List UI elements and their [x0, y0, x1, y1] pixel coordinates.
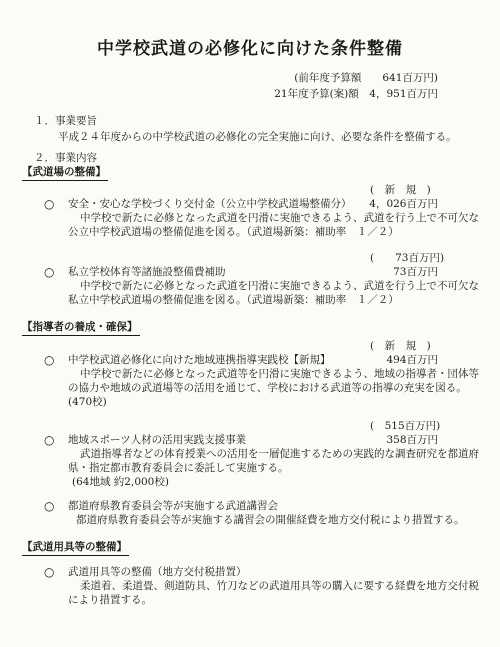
item-desc-line: 中学校で新たに必修となった武道を円滑に実施できるよう、武道を行う上で不可欠な: [80, 280, 479, 292]
group-label-instructors: 【指導者の養成・確保】: [22, 321, 140, 336]
group-label-equipment: 【武道用具等の整備】: [22, 541, 129, 556]
item-title: 安全・安心な学校づくり交付金（公立中学校武道場整備分）: [68, 198, 352, 210]
item-title: 中学校武道必修化に向けた地域連携指導実践校【新規】: [68, 354, 331, 366]
item-title: 武道用具等の整備（地方交付税措置）: [68, 566, 247, 578]
bullet-icon: ○: [44, 433, 55, 447]
bullet-icon: ○: [44, 265, 55, 279]
document-title: 中学校武道の必修化に向けた条件整備: [97, 39, 403, 59]
item-amount: 358百万円: [386, 434, 438, 446]
item-amount: 4，026百万円: [369, 198, 438, 210]
item-desc-line: (64地域 約2,000校): [72, 476, 169, 488]
section1-heading: １．事業要旨: [34, 115, 97, 127]
budget-current: 21年度予算(案)額 4，951百万円: [274, 88, 438, 100]
group-label-dojo: 【武道場の整備】: [22, 166, 108, 181]
bullet-icon: ○: [44, 353, 55, 367]
item-desc-line: 私立中学校武道場の整備促進を図る。（武道場新築：補助率 １／２）: [68, 294, 399, 306]
item-title: 都道府県教育委員会等が実施する武道講習会: [68, 500, 278, 512]
item-desc-line: 武道指導者などの体育授業への活用を一層促進するための実践的な調査研究を都道府: [80, 448, 479, 460]
bullet-icon: ○: [44, 499, 55, 513]
item-desc-line: により措置する。: [68, 594, 152, 606]
item-title: 地域スポーツ人材の活用実践支援事業: [68, 434, 247, 446]
item-amount: 494百万円: [386, 354, 438, 366]
item-tag: ( 73百万円): [370, 252, 445, 264]
item-amount: 73百万円: [393, 266, 438, 278]
item-desc-line: 柔道着、柔道畳、剣道防具、竹刀などの武道用具等の購入に要する経費を地方交付税: [80, 580, 479, 592]
item-desc-line: 中学校で新たに必修となった武道等を円滑に実施できるよう、地域の指導者・団体等: [80, 368, 479, 380]
item-tag: ( 新 規 ): [370, 340, 431, 352]
bullet-icon: ○: [44, 197, 55, 211]
item-desc-line: 公立中学校武道場の整備促進を図る。（武道場新築：補助率 １／２）: [68, 226, 399, 238]
item-desc-line: 中学校で新たに必修となった武道を円滑に実施できるよう、武道を行う上で不可欠な: [80, 212, 479, 224]
item-desc-line: 都道府県教育委員会等が実施する講習会の開催経費を地方交付税により措置する。: [76, 514, 465, 526]
item-tag: ( 515百万円): [370, 420, 441, 432]
item-desc-line: の協力や地域の武道場等の活用を通じて、学校における武道等の指導の充実を図る。: [68, 382, 467, 394]
item-tag: ( 新 規 ): [370, 184, 431, 196]
item-desc-line: (470校): [68, 396, 107, 408]
section1-body: 平成２４年度からの中学校武道の必修化の完全実施に向け、必要な条件を整備する。: [58, 131, 457, 143]
budget-previous: (前年度予算額 641百万円): [294, 72, 438, 84]
item-title: 私立学校体育等諸施設整備費補助: [68, 266, 226, 278]
item-desc-line: 県・指定都市教育委員会に委託して実施する。: [68, 462, 289, 474]
section2-heading: ２．事業内容: [34, 152, 97, 164]
bullet-icon: ○: [44, 565, 55, 579]
